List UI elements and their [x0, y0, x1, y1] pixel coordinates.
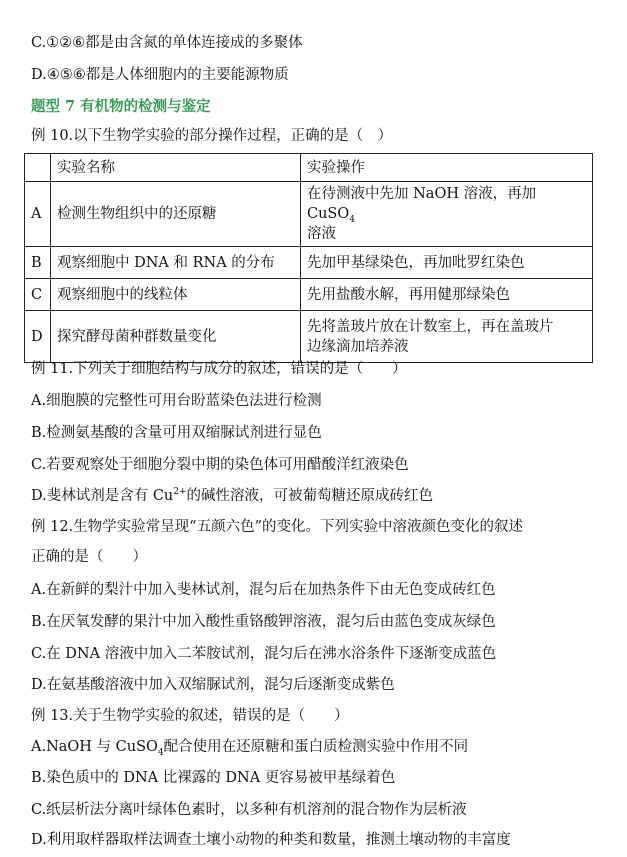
question-11-option-c: C.若要观察处于细胞分裂中期的染色体可用醋酸洋红液染色 [31, 457, 409, 473]
row-operation: 先加甲基绿染色，再加吡罗红染色 [301, 247, 593, 279]
table-row [25, 311, 593, 363]
option-text-end: 配合使用在还原糖和蛋白质检测实验中作用不同 [163, 739, 469, 755]
question-10-stem: 例 10.以下生物学实验的部分操作过程，正确的是（ ） [31, 128, 393, 144]
option-text-end: 的碱性溶液，可被葡萄糖还原成砖红色 [186, 488, 434, 504]
option-text: A.NaOH 与 CuSO [31, 739, 158, 755]
row-operation [301, 182, 593, 247]
subscript: 4 [349, 214, 355, 225]
row-letter: D [25, 311, 51, 363]
header-cell-name: 实验名称 [51, 154, 301, 182]
question-12-option-c: C.在 DNA 溶液中加入二苯胺试剂，混匀后在沸水浴条件下逐渐变成蓝色 [31, 646, 497, 662]
operation-text-line2: 边缘滴加培养液 [307, 338, 409, 355]
question-12-option-d: D.在氨基酸溶液中加入双缩脲试剂，混匀后逐渐变成紫色 [31, 677, 395, 693]
row-experiment-name: 观察细胞中 DNA 和 RNA 的分布 [51, 247, 301, 279]
question-11-option-b: B.检测氨基酸的含量可用双缩脲试剂进行显色 [31, 425, 322, 441]
table-row [25, 247, 593, 279]
question-12-option-a: A.在新鲜的梨汁中加入斐林试剂，混匀后在加热条件下由无色变成砖红色 [31, 582, 496, 598]
row-experiment-name: 探究酵母菌种群数量变化 [51, 311, 301, 363]
subscript: 4 [157, 747, 164, 758]
question-11-stem: 例 11.下列关于细胞结构与成分的叙述，错误的是（ ） [31, 361, 407, 377]
operation-text: 在待测液中先加 NaOH 溶液，再加 CuSO [307, 186, 537, 222]
option-text: D.斐林试剂是含有 Cu [31, 488, 174, 504]
row-experiment-name: 检测生物组织中的还原糖 [51, 182, 301, 247]
row-letter: B [25, 247, 51, 279]
header-cell-operation: 实验操作 [301, 154, 593, 182]
question-13-option-a [31, 737, 468, 757]
table-header-row [25, 154, 593, 182]
question-12-stem: 例 12.生物学实验常呈现“五颜六色”的变化。下列实验中溶液颜色变化的叙述 [31, 519, 523, 535]
row-letter: C [25, 279, 51, 311]
option-c-prev: C.①②⑥都是由含氮的单体连接成的多聚体 [31, 35, 303, 51]
option-d-prev: D.④⑤⑥都是人体细胞内的主要能源物质 [31, 67, 289, 83]
question-13-option-b: B.染色质中的 DNA 比裸露的 DNA 更容易被甲基绿着色 [31, 770, 396, 786]
row-letter: A [25, 182, 51, 247]
superscript: 2+ [173, 487, 187, 498]
operation-text-line2: 溶液 [307, 226, 336, 242]
question-11-option-a: A.细胞膜的完整性可用台盼蓝染色法进行检测 [31, 393, 322, 409]
question-12-option-b: B.在厌氧发酵的果汁中加入酸性重铬酸钾溶液，混匀后由蓝色变成灰绿色 [31, 614, 496, 630]
row-operation [301, 311, 593, 363]
question-13-option-d: D.利用取样器取样法调查土壤小动物的种类和数量，推测土壤动物的丰富度 [31, 832, 511, 848]
question-13-option-c: C.纸层析法分离叶绿体色素时，以多种有机溶剂的混合物作为层析液 [31, 802, 467, 818]
row-operation: 先用盐酸水解，再用健那绿染色 [301, 279, 593, 311]
table-row [25, 182, 593, 247]
question-11-option-d [31, 486, 433, 506]
experiment-table [24, 153, 593, 363]
operation-text: 先将盖玻片放在计数室上，再在盖玻片 [307, 318, 554, 335]
row-experiment-name: 观察细胞中的线粒体 [51, 279, 301, 311]
section-heading: 题型 7 有机物的检测与鉴定 [31, 98, 211, 115]
table-row [25, 279, 593, 311]
question-12-stem-continued: 正确的是（ ） [31, 549, 147, 565]
header-cell-letter [25, 154, 51, 182]
question-13-stem: 例 13.关于生物学实验的叙述，错误的是（ ） [31, 708, 349, 724]
